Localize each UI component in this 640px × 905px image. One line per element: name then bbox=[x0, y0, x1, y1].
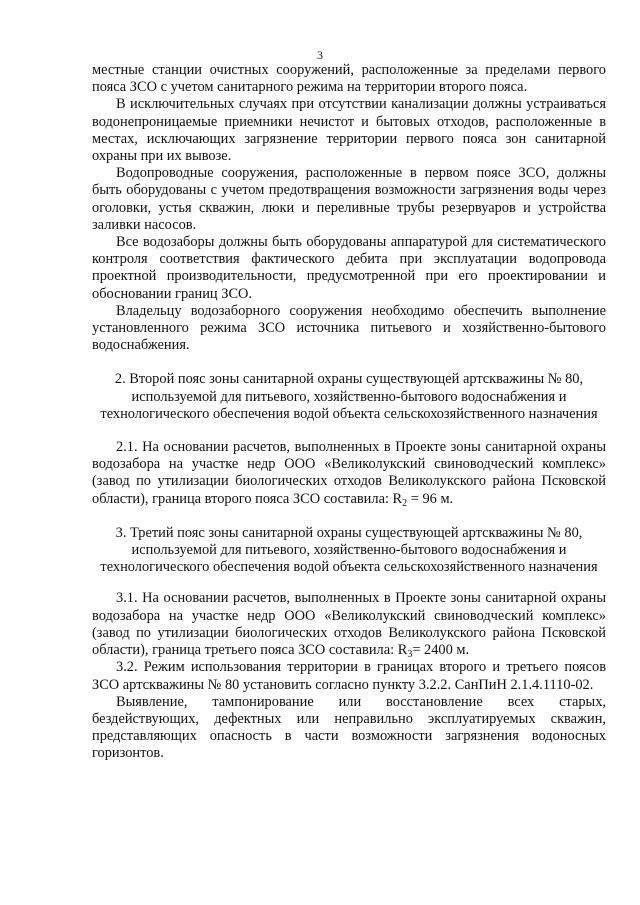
section-2-paragraph bbox=[92, 439, 606, 508]
document-body bbox=[92, 62, 606, 763]
spacer bbox=[92, 576, 606, 590]
section-2-text: 2.1. На основании расчетов, выполненных в Проекте зоны санитарной охраны водозабора на участке недр ООО «Великолукский свиноводческий комплекс» (завод по утилизации биологических отходов Великолукского района Псковской области), граница второго пояса ЗСО составила: R bbox=[92, 439, 606, 507]
section-3-heading: 3. Третий пояс зоны санитарной охраны существующей артскважины № 80, используемой для питьевого, хозяйственно-бытового водоснабжения и технологического обеспечения водой объекта сельскохозяйственного назначения bbox=[100, 524, 598, 576]
section-3-paragraph-2: 3.2. Режим использования территории в границах второго и третьего поясов ЗСО артскважины № 80 установить согласно пункту 3.2.2. СанПиН 2.1.4.1110-02. bbox=[92, 659, 606, 693]
radius-subscript: 3 bbox=[407, 649, 413, 661]
spacer bbox=[92, 354, 606, 371]
section-3-text: 3.1. На основании расчетов, выполненных в Проекте зоны санитарной охраны водозабора на участке недр ООО «Великолукский свиноводческий комплекс» (завод по утилизации биологических отходов Великолукского района Псковской области), граница третьего пояса ЗСО составила: R bbox=[92, 590, 606, 659]
section-2-heading: 2. Второй пояс зоны санитарной охраны существующей артскважины № 80, используемой для питьевого, хозяйственно-бытового водоснабжения и технологического обеспечения водой объекта сельскохозяйственного назначения bbox=[100, 371, 598, 422]
paragraph-sewage: В исключительных случаях при отсутствии канализации должны устраиваться водонепроницаемые приемники нечистот и бытовых отходов, расположенные в местах, исключающих загрязнение территории первого пояса зон санитарной охраны при их вывозе. bbox=[92, 96, 606, 165]
page-number: 3 bbox=[317, 48, 323, 62]
section-2-value: = 96 м. bbox=[407, 490, 454, 507]
spacer bbox=[92, 508, 606, 525]
paragraph-owner: Владельцу водозаборного сооружения необходимо обеспечить выполнение установленного режима ЗСО источника питьевого и хозяйственно-бытового водоснабжения. bbox=[92, 302, 606, 354]
section-3-paragraph-3: Выявление, тампонирование или восстановление всех старых, бездействующих, дефектных или неправильно эксплуатируемых скважин, представляющих опасность в части возможности загрязнения водоносных горизонтов. bbox=[92, 693, 606, 762]
section-3-value: = 2400 м. bbox=[412, 642, 470, 659]
radius-subscript: 2 bbox=[402, 497, 408, 509]
paragraph-water-structures: Водопроводные сооружения, расположенные в первом поясе ЗСО, должны быть оборудованы с учетом предотвращения возможности загрязнения воды через оголовки, устья скважин, люки и переливные трубы резервуаров и устройства заливки насосов. bbox=[92, 165, 606, 233]
paragraph-continuation: местные станции очистных сооружений, расположенные за пределами первого пояса ЗСО с учетом санитарного режима на территории второго пояса. bbox=[92, 62, 606, 96]
paragraph-water-intakes: Все водозаборы должны быть оборудованы аппаратурой для систематического контроля соответствия фактического дебита при эксплуатации водопровода проектной производительности, предусмотренной при его проектировании и обосновании границ ЗСО. bbox=[92, 234, 606, 302]
spacer bbox=[92, 423, 606, 439]
section-3-paragraph-1 bbox=[92, 590, 606, 659]
